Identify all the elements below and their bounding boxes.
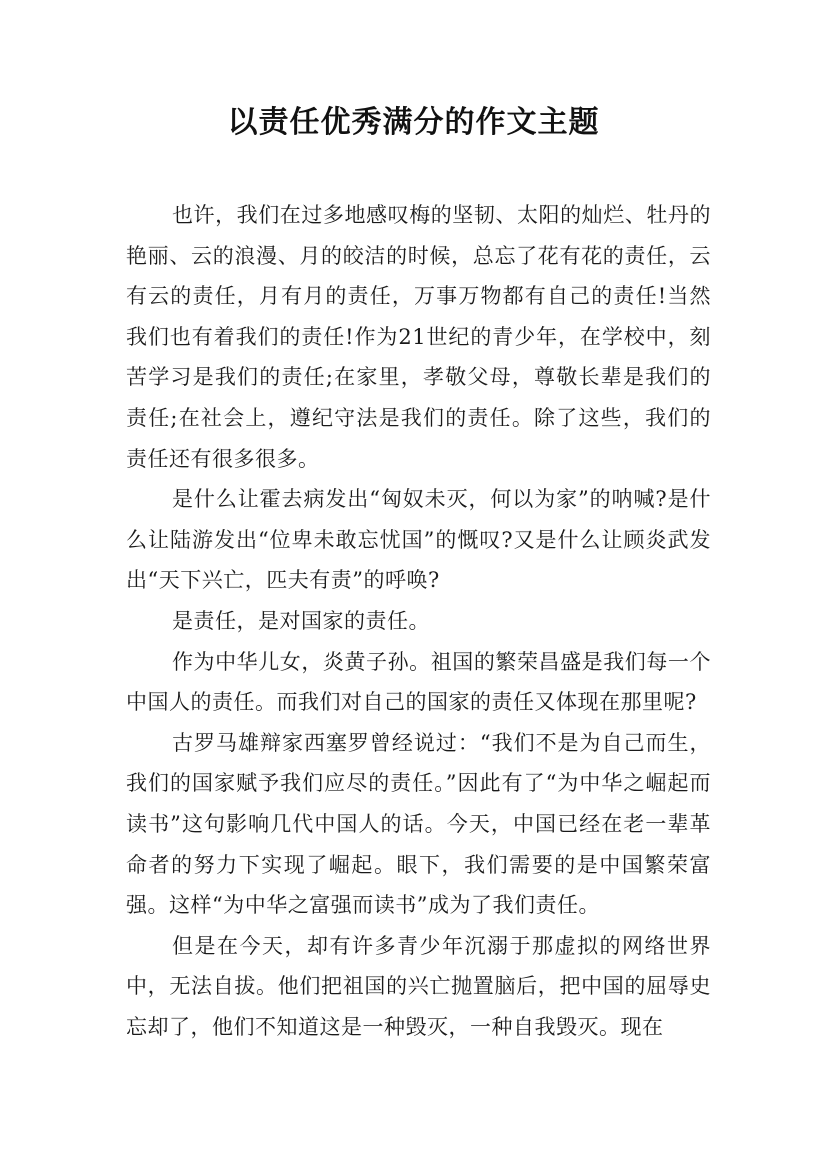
paragraph-1: 也许，我们在过多地感叹梅的坚韧、太阳的灿烂、牡丹的艳丽、云的浪漫、月的皎洁的时候，总忘了花有花的责任，云有云的责任，月有月的责任，万事万物都有自己的责任!当然我们也有着我们的责任!作为21世纪的青少年，在学校中，刻苦学习是我们的责任;在家里，孝敬父母，尊敬长辈是我们的责任;在社会上，遵纪守法是我们的责任。除了这些，我们的责任还有很多很多。 [126, 203, 711, 471]
paragraph-6: 但是在今天，却有许多青少年沉溺于那虚拟的网络世界中，无法自拔。他们把祖国的兴亡抛置脑后，把中国的屈辱史忘却了，他们不知道这是一种毁灭，一种自我毁灭。现在 [126, 933, 711, 1039]
paragraph-2: 是什么让霍去病发出“匈奴未灭，何以为家”的呐喊?是什么让陆游发出“位卑未敢忘忧国”的慨叹?又是什么让顾炎武发出“天下兴亡，匹夫有责”的呼唤? [126, 487, 711, 593]
essay-body [126, 195, 711, 1047]
page-title: 以责任优秀满分的作文主题 [227, 105, 600, 140]
paragraph-5: 古罗马雄辩家西塞罗曾经说过：“我们不是为自己而生，我们的国家赋予我们应尽的责任。”因此有了“为中华之崛起而读书”这句影响几代中国人的话。今天，中国已经在老一辈革命者的努力下实现了崛起。眼下，我们需要的是中国繁荣富强。这样“为中华之富强而读书”成为了我们责任。 [126, 730, 711, 918]
paragraph-3: 是责任，是对国家的责任。 [172, 608, 430, 633]
paragraph-4: 作为中华儿女，炎黄子孙。祖国的繁荣昌盛是我们每一个中国人的责任。而我们对自己的国家的责任又体现在那里呢? [126, 649, 711, 715]
